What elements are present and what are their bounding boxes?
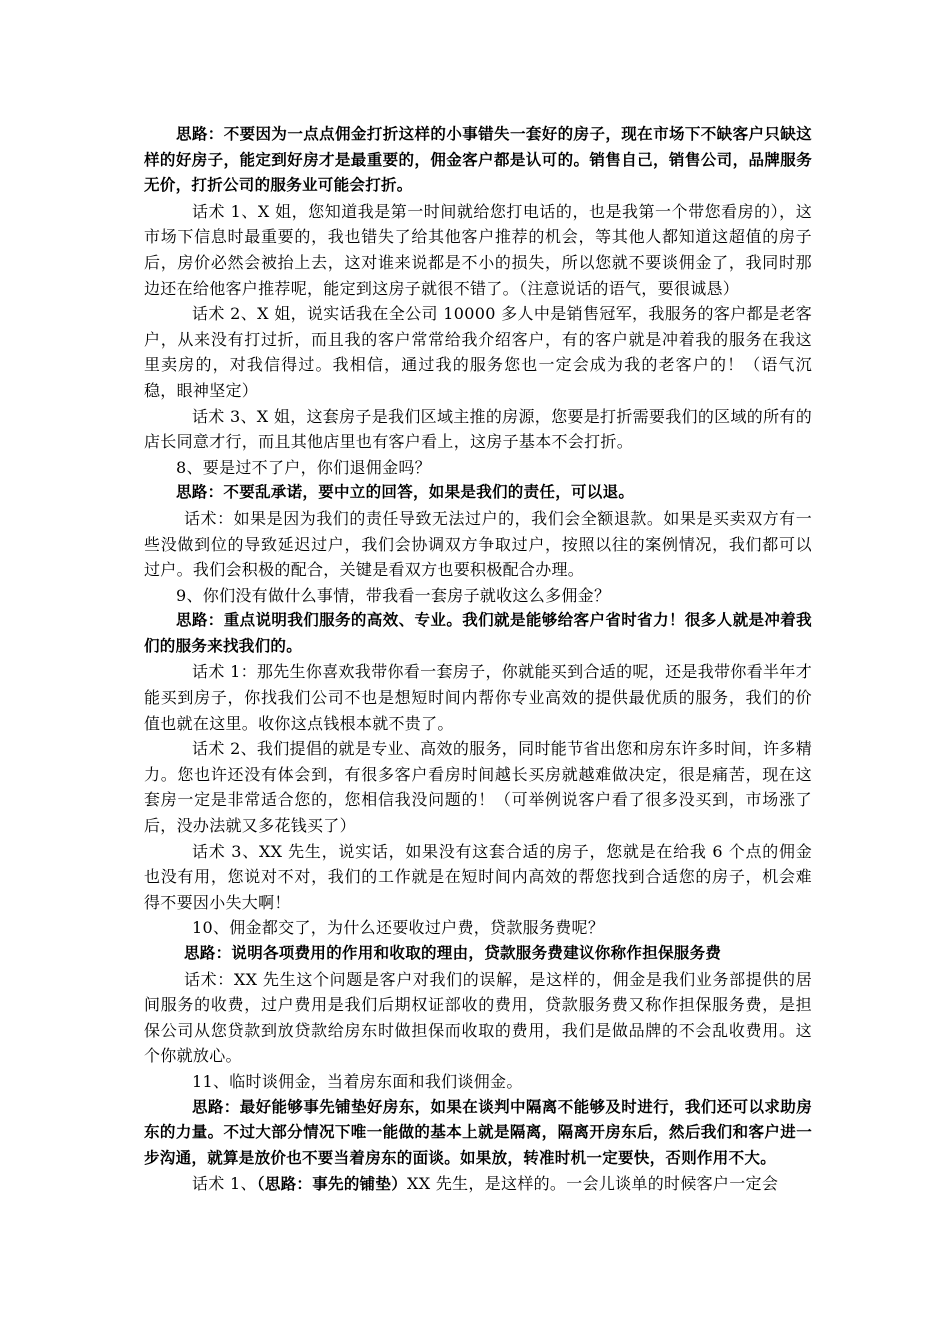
question-11: 11、临时谈佣金，当着房东面和我们谈佣金。 [192,1071,523,1091]
para-script-11-1 [144,1171,812,1198]
script-11-1-bold-note: （思路：事先的铺垫） [256,1175,408,1194]
para-thinking-9: 思路：重点说明我们服务的高效、专业。我们就是能够给客户省时省力！很多人就是冲着我们的服务来找我们的。 [144,611,812,655]
para-script-2: 话术 2、X 姐，说实话我在全公司 10000 多人中是销售冠军，我服务的客户都是老客户，从来没有打过折，而且我的客户常常给我介绍客户，有的客户就是冲着我的服务在我这里卖房的，对我信得过。我相信，通过我的服务您也一定会成为我的老客户的！（语气沉稳，眼神坚定） [144,304,812,400]
question-9: 9、你们没有做什么事情，带我看一套房子就收这么多佣金？ [176,585,611,605]
question-8: 8、要是过不了户，你们退佣金吗？ [176,457,431,477]
para-script-9-2: 话术 2、我们提倡的就是专业、高效的服务，同时能节省出您和房东许多时间，许多精力。您也许还没有体会到，有很多客户看房时间越长买房就越难做决定，很是痛苦，现在这套房一定是非常适合您的，您相信我没问题的！（可举例说客户看了很多没买到，市场涨了后，没办法就又多花钱买了） [144,739,812,836]
para-script-1: 话术 1、X 姐，您知道我是第一时间就给您打电话的，也是我第一个带您看房的），这市场下信息时最重要的，我也错失了给其他客户推荐的机会，等其他人都知道这超值的房子后，房价必然会被抬上去，这对谁来说都是不小的损失，所以您就不要谈佣金了，我同时那边还在给他客户推荐呢，能定到这房子就很不错了。（注意说话的语气，要很诚恳） [144,201,812,298]
para-thinking-1: 思路：不要因为一点点佣金打折这样的小事错失一套好的房子，现在市场下不缺客户只缺这样的好房子，能定到好房才是最重要的，佣金客户都是认可的。销售自己，销售公司，品牌服务无价，打折公司的服务业可能会打折。 [144,125,812,195]
para-thinking-11: 思路：最好能够事先铺垫好房东，如果在谈判中隔离不能够及时进行，我们还可以求助房东的力量。不过大部分情况下唯一能做的基本上就是隔离，隔离开房东后，然后我们和客户进一步沟通，就算是放价也不要当着房东的面谈。如果放，转准时机一定要快，否则作用不大。 [144,1097,812,1167]
para-script-9-1: 话术 1：那先生你喜欢我带你看一套房子，你就能买到合适的呢，还是我带你看半年才能买到房子，你找我们公司不也是想短时间内帮你专业高效的提供最优质的服务，我们的价值也就在这里。收你这点钱根本就不贵了。 [144,662,812,733]
para-script-3: 话术 3、X 姐，这套房子是我们区域主推的房源，您要是打折需要我们的区域的所有的店长同意才行，而且其他店里也有客户看上，这房子基本不会打折。 [144,406,812,452]
para-script-10: 话术：XX 先生这个问题是客户对我们的误解，是这样的，佣金是我们业务部提供的居间服务的收费，过户费用是我们后期权证部收的费用，贷款服务费又称作担保服务费，是担保公司从您贷款到放贷款给房东时做担保而收取的费用，我们是做品牌的不会乱收费用。这个你就放心。 [144,969,812,1066]
script-11-1-prefix: 话术 1、 [192,1174,257,1194]
para-thinking-10: 思路：说明各项费用的作用和收取的理由，贷款服务费建议你称作担保服务费 [184,944,722,962]
para-script-9-3: 话术 3、XX 先生，说实话，如果没有这套合适的房子，您就是在给我 6 个点的佣金也没有用，您说对不对，我们的工作就是在短时间内高效的帮您找到合适您的房子，机会难得不要因小失大啊！ [144,841,812,912]
script-11-1-suffix: XX 先生，是这样的。一会儿谈单的时候客户一定会 [407,1174,779,1194]
question-10: 10、佣金都交了，为什么还要收过户费，贷款服务费呢？ [192,918,605,938]
para-script-8: 话术：如果是因为我们的责任导致无法过户的，我们会全额退款。如果是买卖双方有一些没做到位的导致延迟过户，我们会协调双方争取过户，按照以往的案例情况，我们都可以过户。我们会积极的配合，关键是看双方也要积极配合办理。 [144,508,812,580]
para-thinking-8: 思路：不要乱承诺，要中立的回答，如果是我们的责任，可以退。 [176,483,635,502]
